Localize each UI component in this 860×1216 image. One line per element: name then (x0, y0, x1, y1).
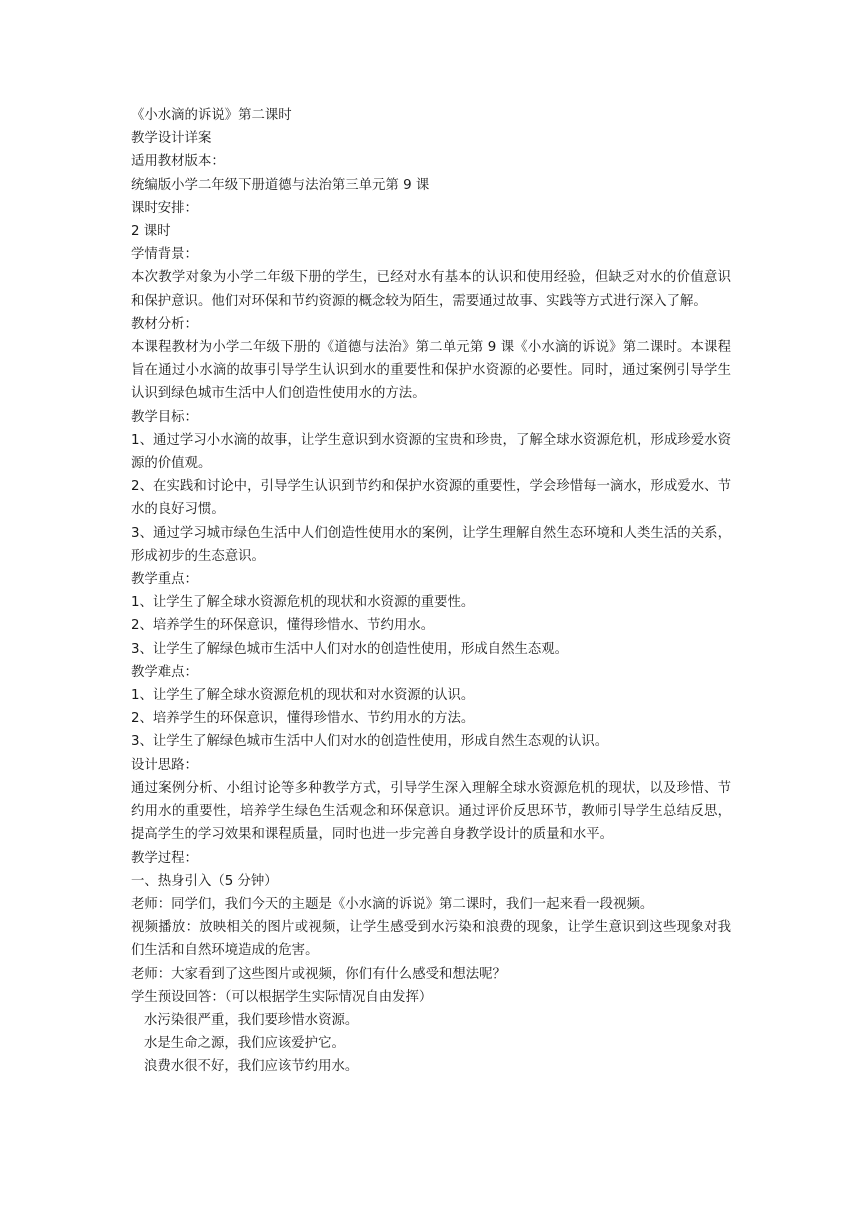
answer-item: 浪费水很不好，我们应该节约用水。 (144, 1059, 359, 1075)
document-page (131, 104, 731, 1079)
edition-text: 统编版小学二年级下册道德与法治第三单元第 9 课 (131, 177, 430, 193)
edition-label: 适用教材版本： (131, 154, 225, 170)
key-points-label: 教学重点： (131, 572, 198, 588)
answers-label: 学生预设回答：（可以根据学生实际情况自由发挥） (131, 989, 433, 1005)
goal-item: 1、通过学习小水滴的故事，让学生意识到水资源的宝贵和珍贵，了解全球水资源危机，形成珍爱水资源的价值观。 (131, 432, 731, 472)
analysis-paragraph: 本课程教材为小学二年级下册的《道德与法治》第二单元第 9 课《小水滴的诉说》第二课时。本课程旨在通过小水滴的故事引导学生认识到水的重要性和保护水资源的必要性。同时，通过案例引导学生认识到绿色城市生活中人们创造性使用水的方法。 (131, 340, 731, 402)
schedule-text: 2 课时 (131, 224, 171, 240)
difficult-points-label: 教学难点： (131, 664, 198, 680)
teacher-line: 老师：同学们，我们今天的主题是《小水滴的诉说》第二课时，我们一起来看一段视频。 (131, 896, 654, 912)
document-subtitle: 教学设计详案 (131, 131, 212, 147)
key-point-item: 3、让学生了解绿色城市生活中人们对水的创造性使用，形成自然生态观。 (131, 641, 569, 657)
difficult-point-item: 1、让学生了解全球水资源危机的现状和对水资源的认识。 (131, 688, 475, 704)
difficult-point-item: 3、让学生了解绿色城市生活中人们对水的创造性使用，形成自然生态观的认识。 (131, 734, 609, 750)
analysis-label: 教材分析： (131, 316, 198, 332)
step-heading: 一、热身引入（5 分钟） (131, 873, 278, 889)
schedule-label: 课时安排： (131, 200, 198, 216)
design-paragraph: 通过案例分析、小组讨论等多种教学方式，引导学生深入理解全球水资源危机的现状，以及珍惜、节约用水的重要性，培养学生绿色生活观念和环保意识。通过评价反思环节，教师引导学生总结反思，提高学生的学习效果和课程质量，同时也进一步完善自身教学设计的质量和水平。 (131, 780, 731, 843)
goals-label: 教学目标： (131, 409, 198, 425)
teacher-line: 老师：大家看到了这些图片或视频，你们有什么感受和想法呢？ (131, 966, 506, 982)
key-point-item: 2、培养学生的环保意识，懂得珍惜水、节约用水。 (131, 618, 435, 634)
answer-item: 水是生命之源，我们应该爱护它。 (144, 1036, 345, 1052)
goal-item: 2、在实践和讨论中，引导学生认识到节约和保护水资源的重要性，学会珍惜每一滴水，形成爱水、节水的良好习惯。 (131, 479, 731, 518)
goal-item: 3、通过学习城市绿色生活中人们创造性使用水的案例，让学生理解自然生态环境和人类生活的关系，形成初步的生态意识。 (131, 525, 731, 564)
process-label: 教学过程： (131, 850, 198, 866)
design-label: 设计思路： (131, 757, 198, 773)
background-paragraph: 本次教学对象为小学二年级下册的学生，已经对水有基本的认识和使用经验，但缺乏对水的价值意识和保护意识。他们对环保和节约资源的概念较为陌生，需要通过故事、实践等方式进行深入了解。 (131, 270, 731, 309)
difficult-point-item: 2、培养学生的环保意识，懂得珍惜水、节约用水的方法。 (131, 711, 475, 727)
video-paragraph: 视频播放：放映相关的图片或视频，让学生感受到水污染和浪费的现象，让学生意识到这些现象对我们生活和自然环境造成的危害。 (131, 920, 731, 959)
background-label: 学情背景： (131, 247, 198, 263)
key-point-item: 1、让学生了解全球水资源危机的现状和水资源的重要性。 (131, 595, 475, 611)
document-title: 《小水滴的诉说》第二课时 (131, 108, 292, 123)
answer-item: 水污染很严重，我们要珍惜水资源。 (144, 1012, 359, 1028)
